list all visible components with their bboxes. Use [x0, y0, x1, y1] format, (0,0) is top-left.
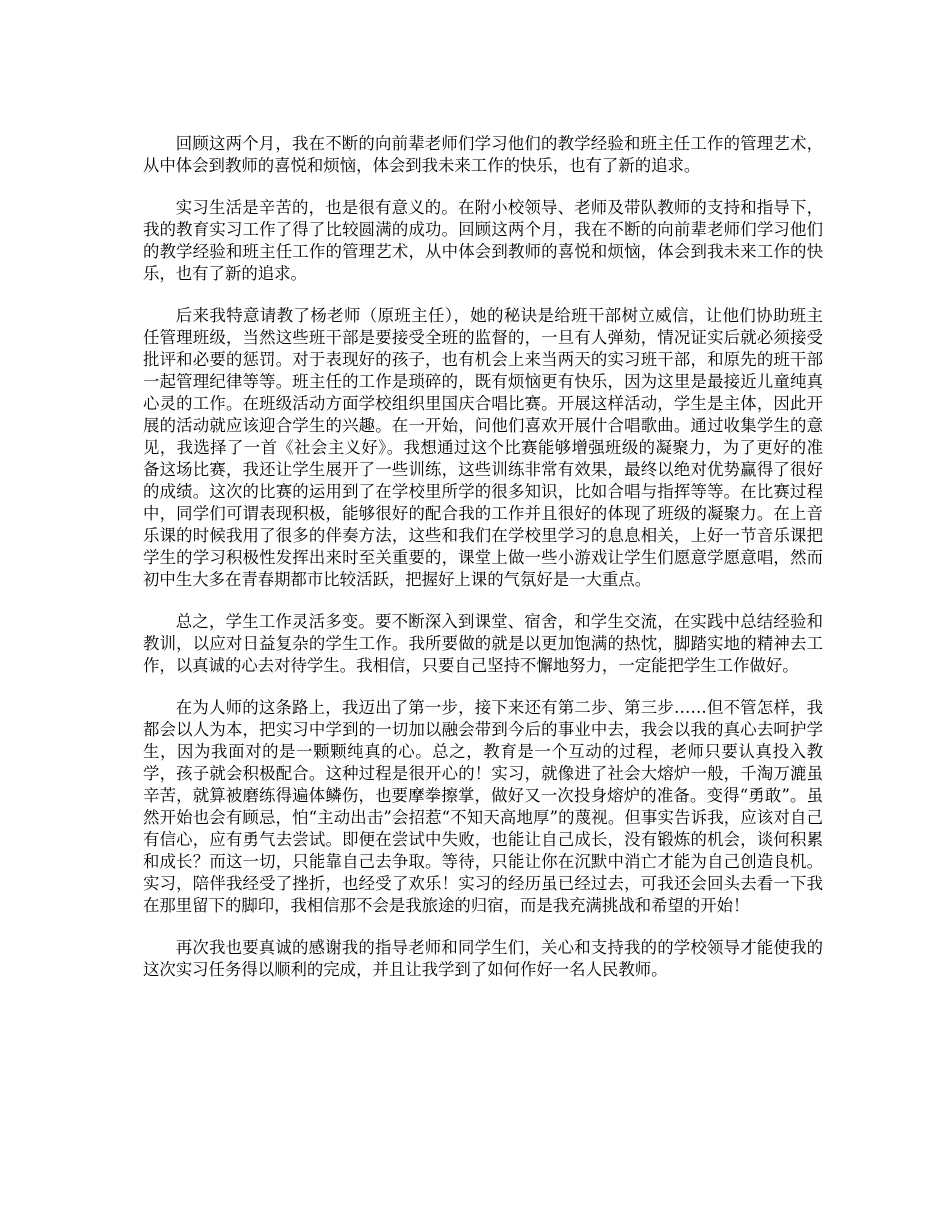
document-body — [143, 133, 823, 1001]
paragraph-3: 后来我特意请教了杨老师（原班主任），她的秘诀是给班干部树立威信，让他们协助班主任管理班级，当然这些班干部是要接受全班的监督的，一旦有人弹劾，情况证实后就必须接受批评和必要的惩罚。对于表现好的孩子，也有机会上来当两天的实习班干部，和原先的班干部一起管理纪律等等。班主任的工作是琐碎的，既有烦恼更有快乐，因为这里是最接近儿童纯真心灵的工作。在班级活动方面学校组织里国庆合唱比赛。开展这样活动，学生是主体，因此开展的活动就应该迎合学生的兴趣。在一开始，问他们喜欢开展什合唱歌曲。通过收集学生的意见，我选择了一首《社会主义好》。我想通过这个比赛能够增强班级的凝聚力，为了更好的准备这场比赛，我还让学生展开了一些训练，这些训练非常有效果，最终以绝对优势赢得了很好的成绩。这次的比赛的运用到了在学校里所学的很多知识，比如合唱与指挥等等。在比赛过程中，同学们可谓表现积极，能够很好的配合我的工作并且很好的体现了班级的凝聚力。在上音乐课的时候我用了很多的伴奏方法，这些和我们在学校里学习的息息相关，上好一节音乐课把学生的学习积极性发挥出来时至关重要的，课堂上做一些小游戏让学生们愿意学愿意唱，然而初中生大多在青春期都市比较活跃，把握好上课的气氛好是一大重点。 — [143, 306, 823, 589]
paragraph-1: 回顾这两个月，我在不断的向前辈老师们学习他们的教学经验和班主任工作的管理艺术，从中体会到教师的喜悦和烦恼，体会到我未来工作的快乐，也有了新的追求。 — [143, 134, 823, 175]
paragraph-6: 再次我也要真诚的感谢我的指导老师和同学生们，关心和支持我的的学校领导才能使我的这次实习任务得以顺利的完成，并且让我学到了如何作好一名人民教师。 — [143, 938, 823, 979]
paragraph-4: 总之，学生工作灵活多变。要不断深入到课堂、宿舍，和学生交流，在实践中总结经验和教训，以应对日益复杂的学生工作。我所要做的就是以更加饱满的热忱，脚踏实地的精神去工作，以真诚的心去对待学生。我相信，只要自己坚持不懈地努力，一定能把学生工作做好。 — [143, 612, 823, 675]
paragraph-2: 实习生活是辛苦的，也是很有意义的。在附小校领导、老师及带队教师的支持和指导下，我的教育实习工作了得了比较圆满的成功。回顾这两个月，我在不断的向前辈老师们学习他们的教学经验和班主任工作的管理艺术，从中体会到教师的喜悦和烦恼，体会到我未来工作的快乐，也有了新的追求。 — [143, 198, 823, 283]
paragraph-5: 在为人师的这条路上，我迈出了第一步，接下来还有第二步、第三步……但不管怎样，我都会以人为本，把实习中学到的一切加以融会带到今后的事业中去，我会以我的真心去呵护学生，因为我面对的是一颗颗纯真的心。总之，教育是一个互动的过程，老师只要认真投入教学，孩子就会积极配合。这种过程是很开心的！实习，就像进了社会大熔炉一般，千淘万漉虽辛苦，就算被磨练得遍体鳞伤，也要摩拳擦掌，做好又一次投身熔炉的准备。变得“勇敢”。虽然开始也会有顾忌，怕“主动出击”会招惹“不知天高地厚”的蔑视。但事实告诉我，应该对自己有信心，应有勇气去尝试。即便在尝试中失败，也能让自己成长，没有锻炼的机会，谈何积累和成长？而这一切，只能靠自己去争取。等待，只能让你在沉默中消亡才能为自己创造良机。实习，陪伴我经受了挫折，也经受了欢乐！实习的经历虽已经过去，可我还会回头去看一下我在那里留下的脚印，我相信那不会是我旅途的归宿，而是我充满挑战和希望的开始！ — [143, 698, 823, 915]
